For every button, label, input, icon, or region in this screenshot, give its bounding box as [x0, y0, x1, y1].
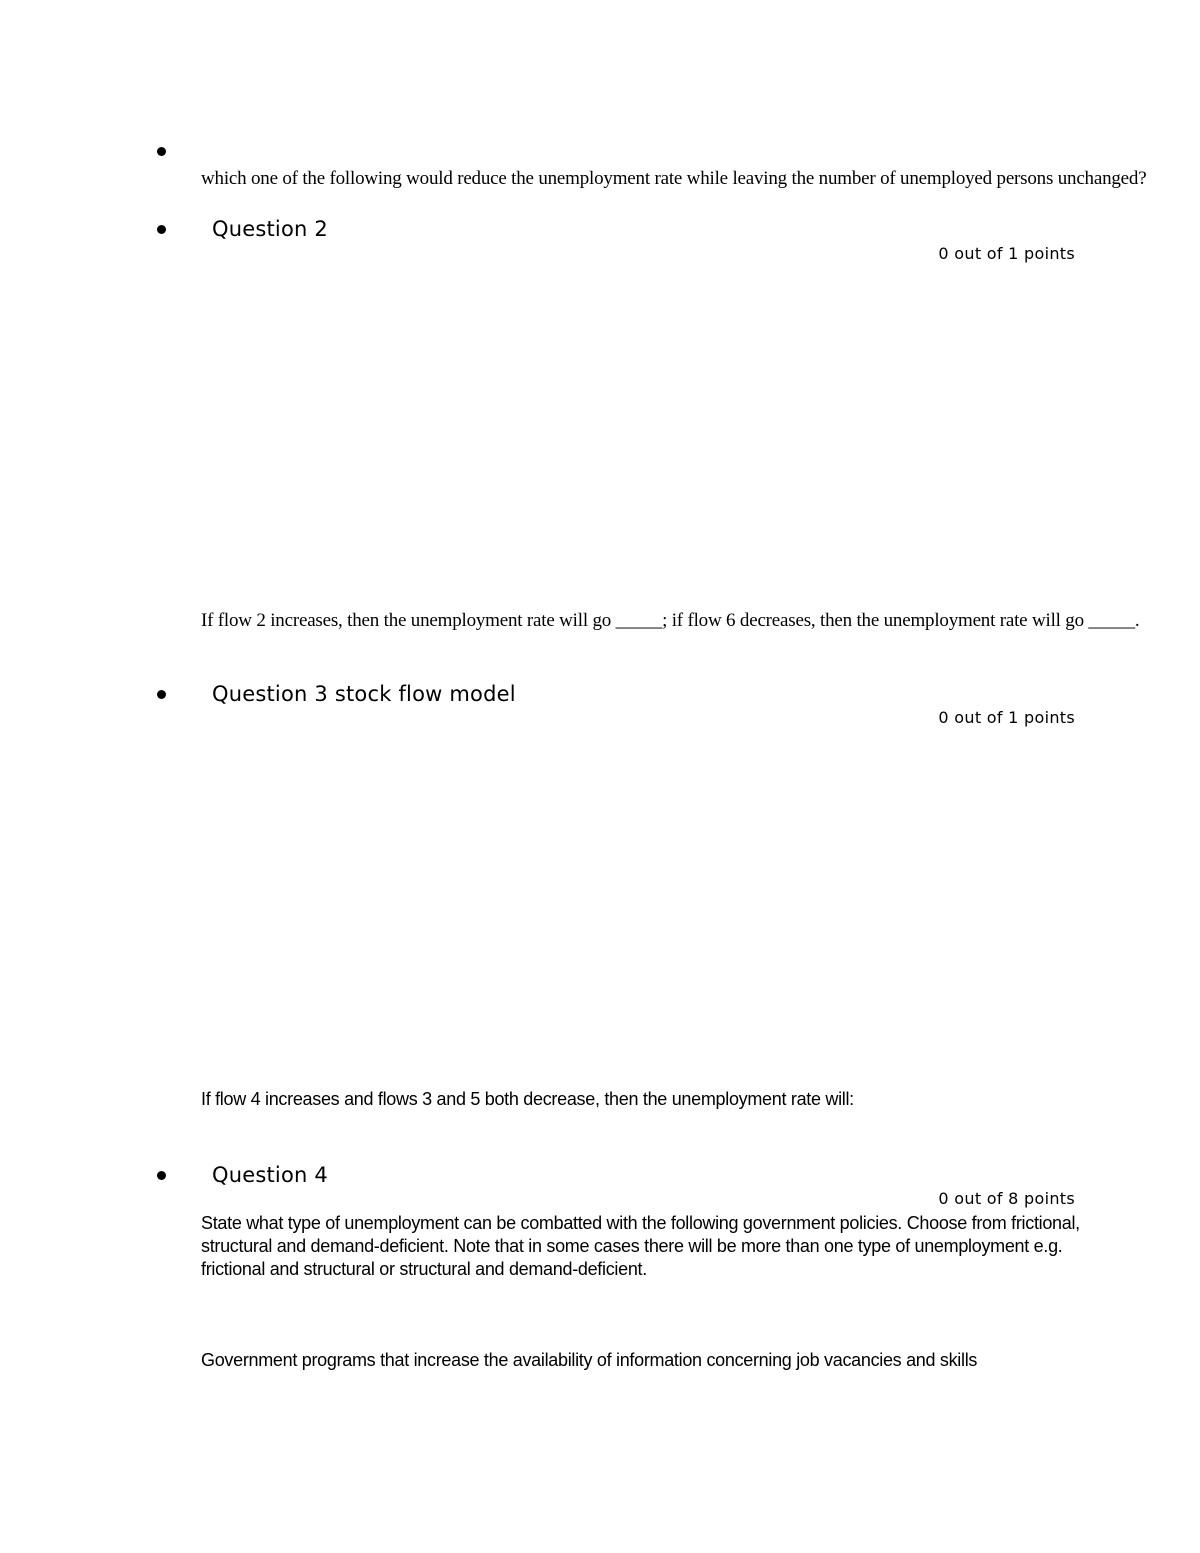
question-3-text: If flow 4 increases and flows 3 and 5 both decrease, then the unemployment rate will:: [201, 1089, 854, 1109]
question-2-title: Question 2: [212, 217, 328, 241]
question-3-figure-area: [201, 736, 1081, 1066]
question-2-text: If flow 2 increases, then the unemployment rate will go _____; if flow 6 decreases, then the unemployment rate will go _____.: [201, 610, 1140, 631]
question-2-points: 0 out of 1 points: [938, 244, 1075, 263]
question-1-text: which one of the following would reduce the unemployment rate while leaving the number of unemployed persons unchanged?: [201, 168, 1147, 189]
question-4-instructions: State what type of unemployment can be combatted with the following government policies. Choose from frictional, structural and demand-deficient. Note that in some cases there will be more than one type of unemployment e.g. frictional and structural or structural and demand-deficient.: [201, 1213, 1080, 1279]
question-4-policy-1: Government programs that increase the availability of information concerning job vacancies and skills: [201, 1350, 978, 1370]
question-4-title: Question 4: [212, 1163, 328, 1187]
question-2-figure-area: [201, 272, 1081, 592]
question-3-title: Question 3 stock flow model: [212, 682, 516, 706]
bullet-marker: [157, 147, 166, 156]
bullet-marker: [157, 1171, 166, 1180]
bullet-marker: [157, 690, 166, 699]
question-4-points: 0 out of 8 points: [938, 1189, 1075, 1208]
bullet-marker: [157, 225, 166, 234]
question-3-points: 0 out of 1 points: [938, 708, 1075, 727]
